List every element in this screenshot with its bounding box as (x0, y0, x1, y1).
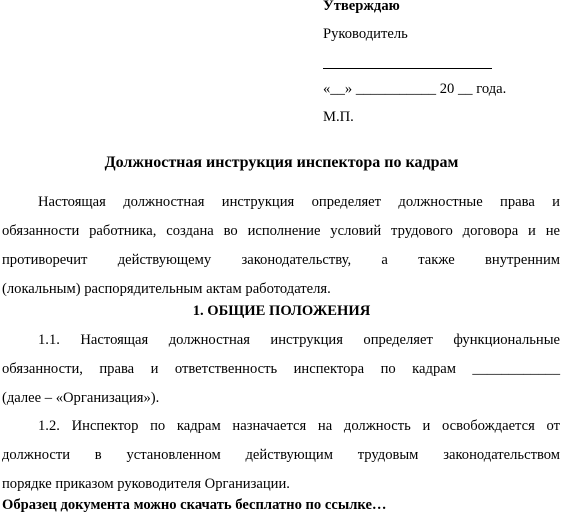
intro-line-1: Настоящая должностная инструкция определяет должностные права и (38, 194, 560, 210)
download-note[interactable]: Образец документа можно скачать бесплатно по ссылке… (2, 497, 387, 513)
clause-1-1-line-2: обязанности, права и ответственность инспектора по кадрам ____________ (2, 361, 560, 377)
section-title: 1. ОБЩИЕ ПОЛОЖЕНИЯ (192, 303, 371, 319)
clause-1-1 (2, 326, 560, 413)
intro-line-3: противоречит действующему законодательству, а также внутренним (2, 252, 560, 268)
stamp-place: М.П. (323, 109, 354, 125)
clause-1-2-line-1: 1.2. Инспектор по кадрам назначается на должность и освобождается от (38, 418, 560, 434)
document-title: Должностная инструкция инспектора по кадрам (104, 154, 459, 171)
clause-1-1-line-3: (далее – «Организация»). (2, 390, 160, 406)
approval-heading: Утверждаю (323, 0, 400, 14)
approval-role: Руководитель (323, 26, 408, 42)
intro-line-2: обязанности работника, создана во исполнение условий трудового договора и не (2, 223, 560, 239)
approval-date-line: «__» ___________ 20 __ года. (323, 81, 507, 97)
intro-paragraph (2, 188, 560, 304)
clause-1-2-line-3: порядке приказом руководителя Организации. (2, 476, 290, 492)
clause-1-2 (2, 412, 560, 499)
clause-1-2-line-2: должности в установленном действующим трудовым законодательством (2, 447, 560, 463)
intro-line-4: (локальным) распорядительным актам работодателя. (2, 281, 331, 297)
signature-line (323, 68, 492, 69)
clause-1-1-line-1: 1.1. Настоящая должностная инструкция определяет функциональные (38, 332, 560, 348)
